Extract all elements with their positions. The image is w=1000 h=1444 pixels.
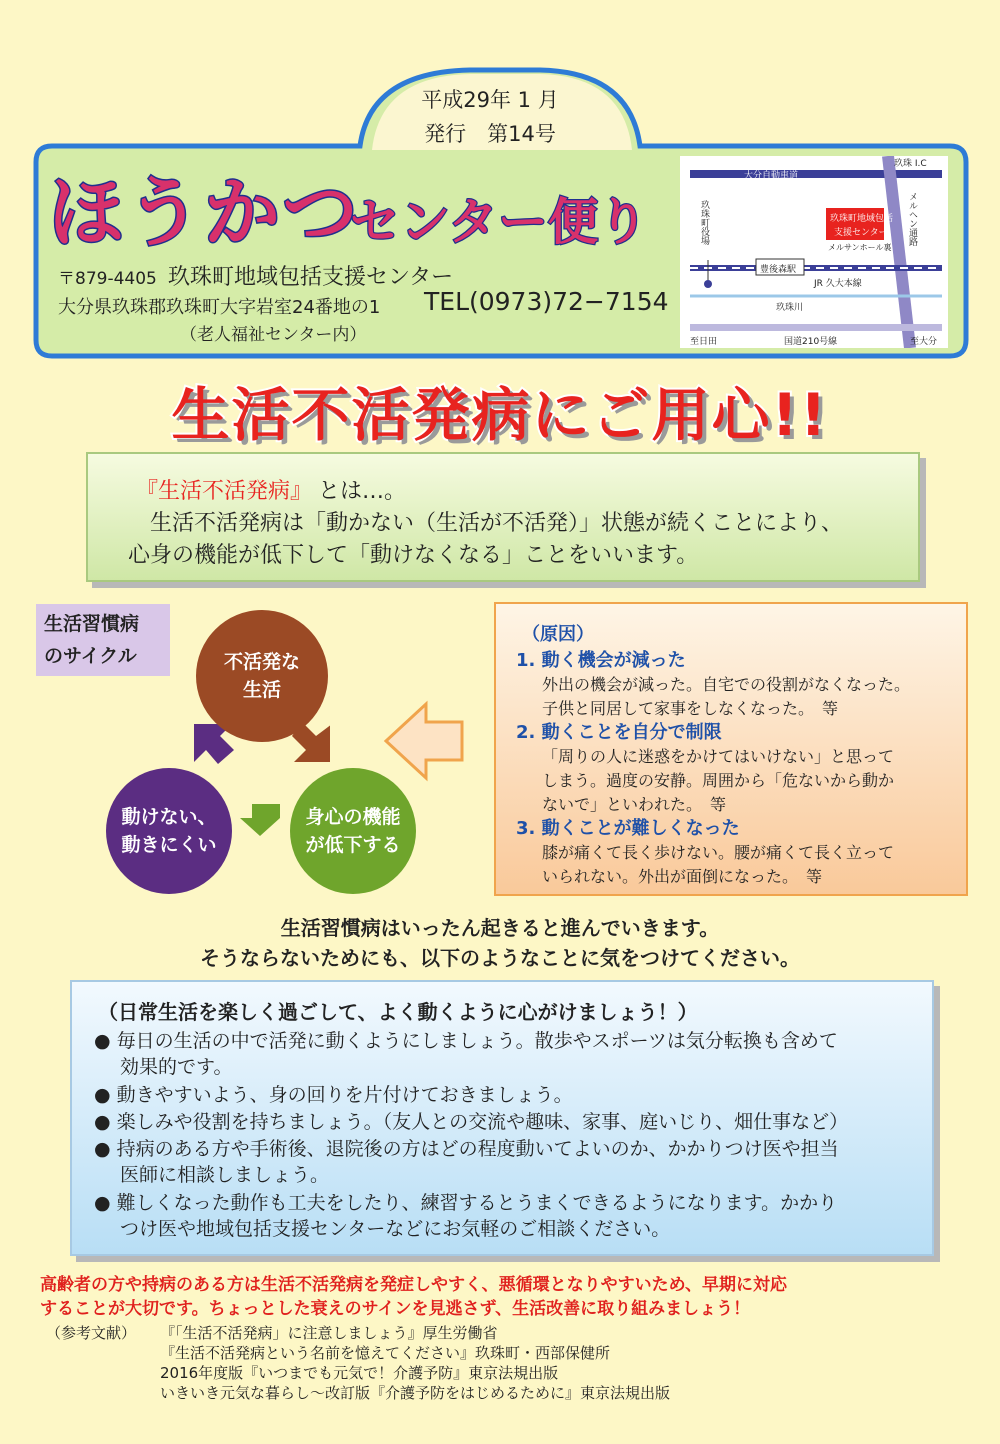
cycle-node-cannot-move: 動けない、 動きにくい — [106, 768, 232, 894]
issue-date: 平成29年 1 月 — [421, 88, 559, 112]
references-label: （参考文献） — [46, 1324, 137, 1342]
causes-heading: （原因） — [522, 624, 594, 645]
map-ic: 玖珠 I.C — [894, 159, 927, 169]
warning-line-2: することが大切です。ちょっとした衰えのサインを見逃さず、生活改善に取り組みましょう！ — [40, 1299, 751, 1319]
postal-code: 〒879-4405 — [58, 269, 157, 289]
reference-3: 2016年度版『いつまでも元気で！介護予防』東京法規出版 — [160, 1364, 559, 1382]
newsletter-subtitle: センター便り — [350, 193, 648, 251]
cycle-label — [36, 604, 170, 676]
causes-box — [494, 602, 968, 896]
address-note: （老人福祉センター内） — [180, 325, 367, 345]
map-to-oita: 至大分 — [910, 337, 938, 347]
cause-2-title: 2. 動くことを自分で制限 — [516, 722, 722, 743]
definition-line-2: 心身の機能が低下して「動けなくなる」ことをいいます。 — [128, 543, 699, 568]
cycle-label-line-1: 生活習慣病 — [44, 613, 140, 635]
progression-note-2: そうならないためにも、以下のようなことに気をつけてください。 — [200, 946, 800, 970]
advice-heading: （日常生活を楽しく過ごして、よく動くように心がけましょう！） — [98, 1000, 698, 1024]
map-town-office: 玖珠町役場 — [699, 200, 709, 245]
cause-2-line-2: しまう。過度の安静。周囲から「危ないから動か — [542, 771, 895, 790]
map-road: メルヘン通路 — [907, 192, 917, 246]
cycle-node-inactive-life: 不活発な 生活 — [196, 610, 328, 742]
reference-1: 『「生活不活発病」に注意しましょう』厚生労働省 — [160, 1324, 498, 1342]
cause-3-line-2: いられない。外出が面倒になった。 等 — [542, 867, 823, 886]
advice-item-1: ● 毎日の生活の中で活発に動くようにしましょう。散歩やスポーツは気分転換も含めて — [94, 1030, 838, 1052]
cycle-node-function-decline: 身心の機能 が低下する — [290, 768, 416, 894]
advice-item-1-cont: 効果的です。 — [120, 1056, 233, 1078]
advice-item-3: ● 楽しみや役割を持ちましょう。（友人との交流や趣味、家事、庭いじり、畑仕事など） — [94, 1111, 849, 1133]
warning-line-1: 高齢者の方や持病のある方は生活不活発病を発症しやすく、悪循環となりやすいため、早期に対応 — [40, 1275, 787, 1295]
advice-item-4: ● 持病のある方や手術後、退院後の方はどの程度動いてよいのか、かかりつけ医や担当 — [94, 1138, 839, 1160]
location-map — [680, 156, 948, 348]
reference-2: 『生活不活発病という名前を憶えてください』玖珠町・西部保健所 — [160, 1344, 611, 1362]
map-route210: 国道210号線 — [784, 337, 838, 347]
map-center-label-1: 玖珠町地域包括 — [830, 214, 894, 224]
advice-item-4-cont: 医師に相談しましょう。 — [120, 1164, 330, 1186]
cause-3-title: 3. 動くことが難しくなった — [516, 818, 740, 839]
center-name: 玖珠町地域包括支援センター — [168, 265, 454, 290]
map-center-label-2: 支援センター — [834, 228, 888, 238]
map-jr-line: JR 久大本線 — [814, 279, 862, 289]
phone-number: TEL(0973)72−7154 — [424, 287, 669, 316]
advice-item-5: ● 難しくなった動作も工夫をしたり、練習するとうまくできるようになります。かかり — [94, 1192, 838, 1214]
cause-2-line-3: ないで」といわれた。 等 — [542, 795, 727, 814]
reference-4: いきいき元気な暮らし〜改訂版『介護予防をはじめるために』東京法規出版 — [160, 1384, 671, 1402]
definition-term: 『生活不活発病』 — [136, 479, 313, 504]
address: 大分県玖珠郡玖珠町大字岩室24番地の1 — [58, 297, 381, 318]
definition-line-1: 生活不活発病は「動かない（生活が不活発）」状態が続くことにより、 — [150, 511, 844, 536]
map-river: 玖珠川 — [776, 303, 804, 313]
map-to-hita: 至日田 — [690, 337, 718, 347]
cause-1-line-1: 外出の機会が減った。自宅での役割がなくなった。 — [542, 675, 911, 694]
progression-note-1: 生活習慣病はいったん起きると進んでいきます。 — [280, 916, 720, 940]
newsletter-title: ほうかつ — [48, 168, 360, 257]
issue-number: 発行 第14号 — [424, 122, 556, 146]
cycle-label-line-2: のサイクル — [44, 645, 137, 667]
cause-1-line-2: 子供と同居して家事をしなくなった。 等 — [542, 699, 839, 718]
map-hall: メルサンホール裏 — [828, 243, 892, 252]
definition-term-suffix: とは…。 — [318, 479, 407, 504]
advice-box — [70, 980, 934, 1256]
definition-box — [86, 452, 920, 582]
map-station: 豊後森駅 — [760, 265, 797, 275]
advice-item-5-cont: つけ医や地域包括支援センターなどにお気軽のご相談ください。 — [120, 1218, 671, 1240]
page-headline: 生活不活発病にご用心!! — [171, 381, 829, 449]
cause-2-line-1: 「周りの人に迷惑をかけてはいけない」と思って — [542, 747, 895, 766]
map-expressway: 大分自動車道 — [744, 171, 799, 181]
cause-1-title: 1. 動く機会が減った — [516, 650, 686, 671]
cause-3-line-1: 膝が痛くて長く歩けない。腰が痛くて長く立って — [542, 843, 895, 862]
cause-arrow-icon — [382, 700, 466, 782]
advice-item-2: ● 動きやすいよう、身の回りを片付けておきましょう。 — [94, 1084, 573, 1106]
